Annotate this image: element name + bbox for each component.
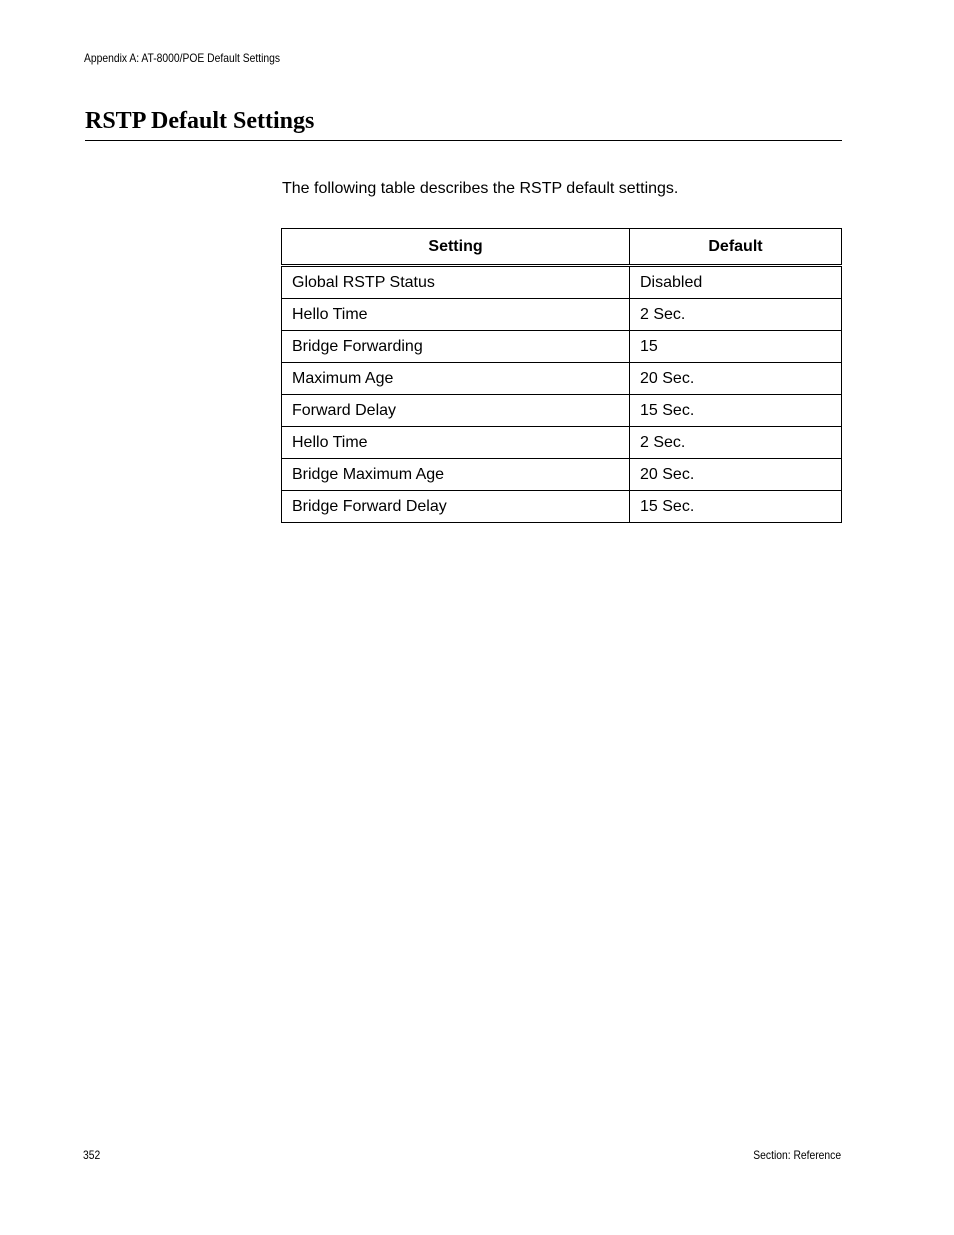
default-cell: 15 [630,331,842,363]
default-cell: 15 Sec. [630,395,842,427]
section-title: RSTP Default Settings [85,108,315,134]
table-row [282,331,842,363]
setting-cell: Maximum Age [282,363,630,395]
table-row [282,395,842,427]
footer-section-label: Section: Reference [753,1148,841,1162]
default-cell: 20 Sec. [630,459,842,491]
table-row [282,363,842,395]
table-row [282,427,842,459]
table-row [282,459,842,491]
intro-paragraph: The following table describes the RSTP default settings. [282,180,679,197]
page-number: 352 [83,1148,101,1162]
default-cell: 20 Sec. [630,363,842,395]
setting-cell: Global RSTP Status [282,266,630,299]
setting-cell: Hello Time [282,299,630,331]
table-header-row [282,229,842,266]
default-cell: 2 Sec. [630,299,842,331]
setting-cell: Forward Delay [282,395,630,427]
table-row [282,266,842,299]
default-cell: Disabled [630,266,842,299]
table-row [282,491,842,523]
setting-cell: Hello Time [282,427,630,459]
default-cell: 15 Sec. [630,491,842,523]
title-rule [85,140,842,141]
table-row [282,299,842,331]
setting-cell: Bridge Maximum Age [282,459,630,491]
column-header-default: Default [630,229,842,266]
running-header: Appendix A: AT-8000/POE Default Settings [84,51,281,65]
setting-cell: Bridge Forward Delay [282,491,630,523]
default-cell: 2 Sec. [630,427,842,459]
rstp-defaults-table [281,228,842,523]
column-header-setting: Setting [282,229,630,266]
setting-cell: Bridge Forwarding [282,331,630,363]
